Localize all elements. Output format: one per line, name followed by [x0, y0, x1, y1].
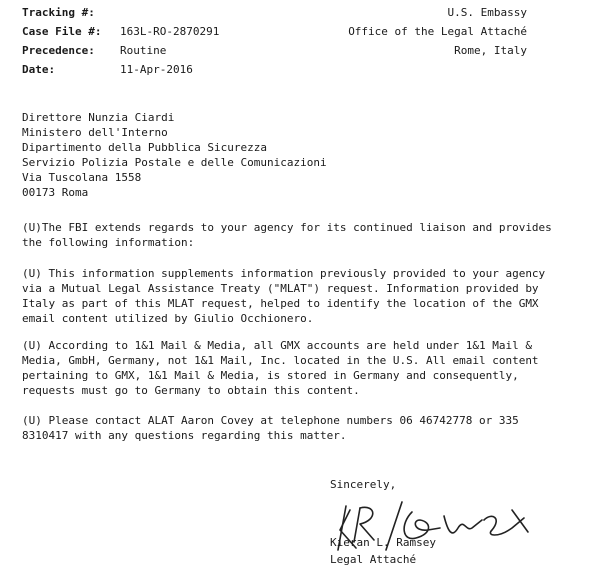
signatory-title: Legal Attaché [330, 553, 417, 566]
recipient-line: Dipartimento della Pubblica Sicurezza [22, 141, 268, 154]
body-paragraph-3: (U) According to 1&1 Mail & Media, all GMX accounts are held under 1&1 Mail & Media, GmbH, Germany, not 1&1 Mail, Inc. located in the U.S. All email content pertaining to GMX, 1&1 Mail & Media, is stored in Germany and consequently, requests must go to Germany to obtain this content. [22, 339, 539, 397]
office-line1: U.S. Embassy [447, 6, 527, 19]
precedence-label: Precedence: [22, 44, 95, 57]
date-value: 11-Apr-2016 [120, 63, 193, 76]
precedence-value: Routine [120, 44, 167, 57]
casefile-label: Case File #: [22, 25, 102, 38]
recipient-line: 00173 Roma [22, 186, 89, 199]
body-paragraph-2: (U) This information supplements information previously provided to your agency via a Mutual Legal Assistance Treaty ("MLAT") request. Information provided by Italy as part of this MLAT request, helped to identify the location of the GMX email content utilized by Giulio Occhionero. [22, 267, 546, 325]
office-line2: Office of the Legal Attaché [348, 25, 527, 38]
body-paragraph-1: (U)The FBI extends regards to your agency for its continued liaison and provides the following information: [22, 221, 552, 249]
recipient-address [22, 110, 327, 200]
casefile-value: 163L-RO-2870291 [120, 25, 220, 38]
recipient-line: Direttore Nunzia Ciardi [22, 111, 175, 124]
signatory-name: Kieran L. Ramsey [330, 536, 436, 549]
body-paragraph-4: (U) Please contact ALAT Aaron Covey at telephone numbers 06 46742778 or 335 8310417 with any questions regarding this matter. [22, 414, 519, 442]
closing-salutation: Sincerely, [330, 478, 397, 491]
tracking-label: Tracking #: [22, 6, 95, 19]
date-label: Date: [22, 63, 56, 76]
recipient-line: Servizio Polizia Postale e delle Comunicazioni [22, 156, 327, 169]
office-line3: Rome, Italy [454, 44, 527, 57]
recipient-line: Ministero dell'Interno [22, 126, 168, 139]
recipient-line: Via Tuscolana 1558 [22, 171, 142, 184]
